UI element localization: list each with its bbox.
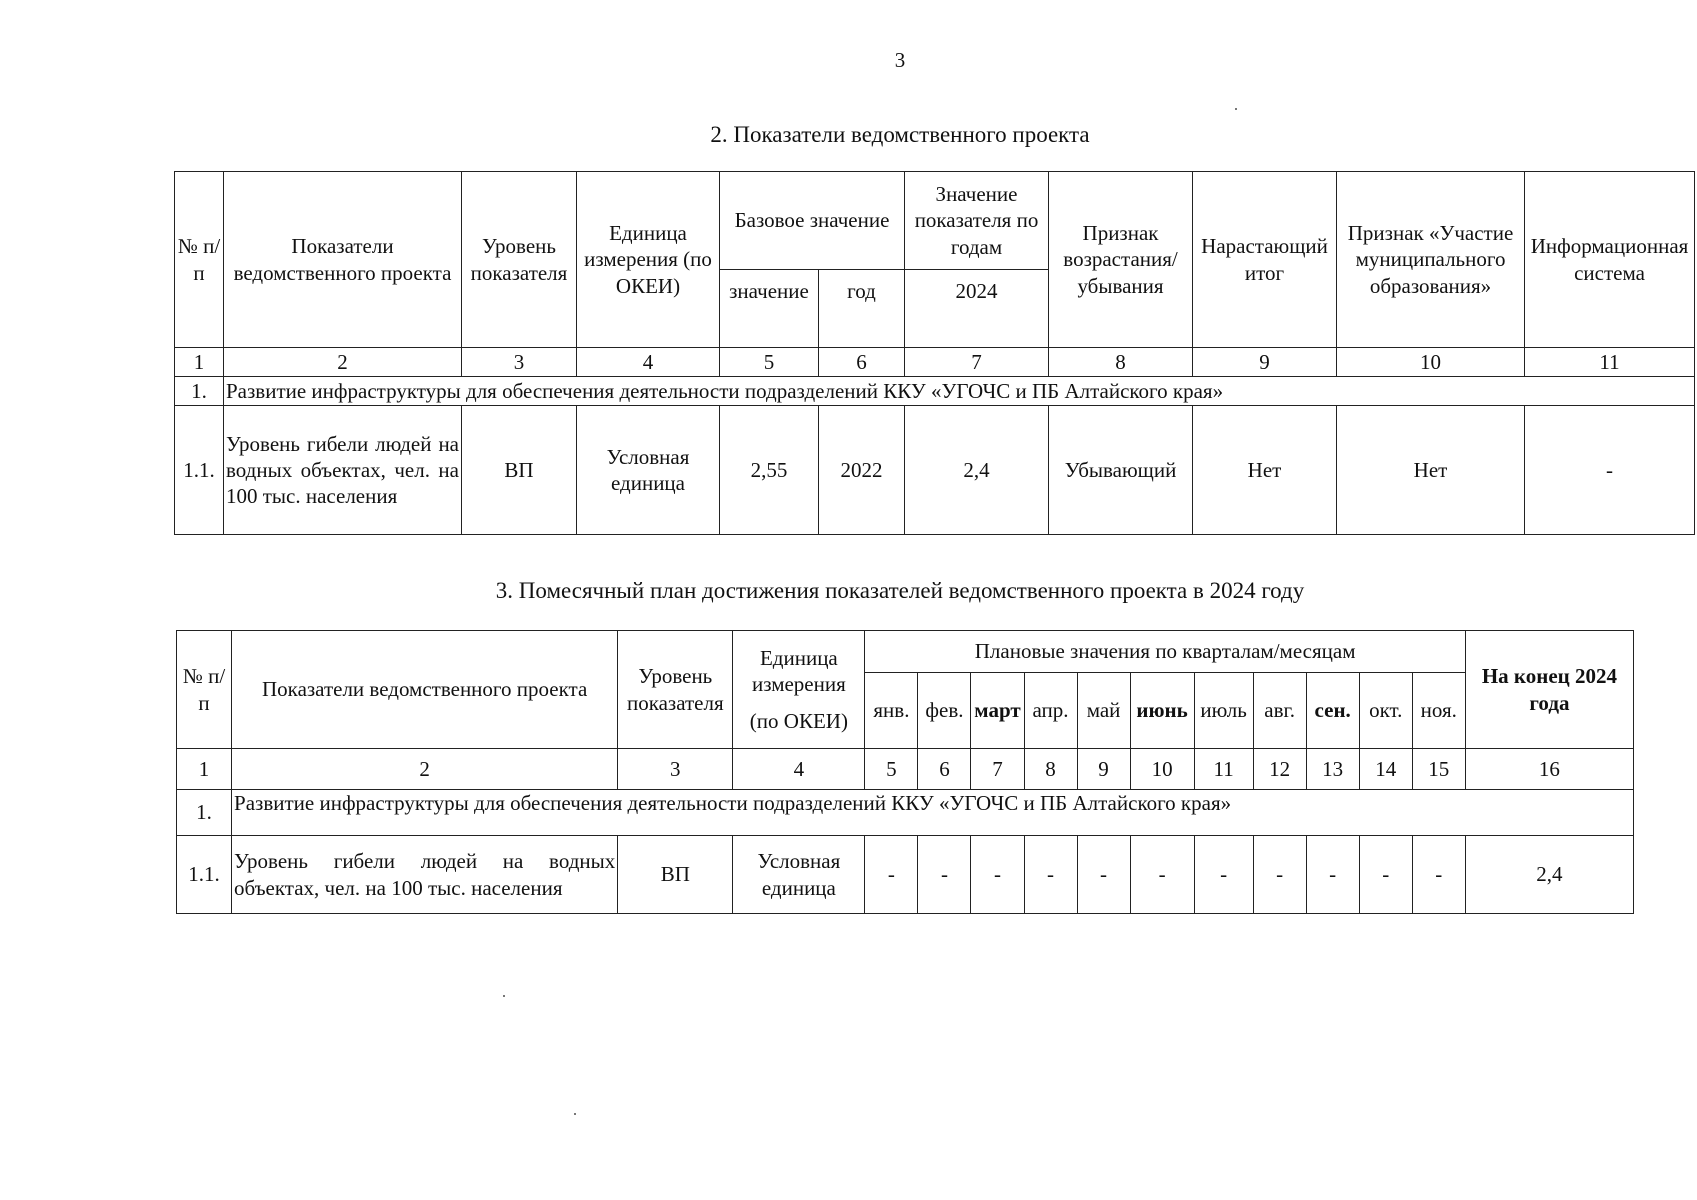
row-level: ВП [462, 406, 577, 535]
page-number: 3 [894, 48, 906, 72]
month-value: - [1024, 836, 1077, 914]
section-num: 1. [175, 377, 224, 406]
row-unit: Условная единица [733, 836, 865, 914]
header-unit-line2: (по ОКЕИ) [749, 708, 848, 733]
col-number: 10 [1130, 749, 1194, 790]
column-numbers-row [175, 348, 1695, 377]
month-header: янв. [865, 673, 918, 749]
col-number: 16 [1465, 749, 1633, 790]
row-value-2024: 2,4 [905, 406, 1049, 535]
section-text: Развитие инфраструктуры для обеспечения деятельности подразделений ККУ «УГОЧС и ПБ Алтайского края» [224, 377, 1695, 406]
col-number: 4 [733, 749, 865, 790]
scan-speck [574, 1113, 576, 1115]
section-row [175, 377, 1695, 406]
col-number: 14 [1359, 749, 1412, 790]
row-num: 1.1. [177, 836, 232, 914]
month-header: ноя. [1412, 673, 1465, 749]
header-municipal: Признак «Участие муниципального образования» [1337, 172, 1525, 348]
month-value: - [1306, 836, 1359, 914]
month-header: июнь [1130, 673, 1194, 749]
row-cumulative: Нет [1193, 406, 1337, 535]
month-value: - [1194, 836, 1253, 914]
month-header: окт. [1359, 673, 1412, 749]
col-number: 6 [918, 749, 971, 790]
header-base-value-value: значение [720, 270, 819, 348]
monthly-plan-table [176, 630, 1634, 914]
header-unit-line1: Единица измерения [751, 646, 846, 697]
header-trend: Признак возрастания/ убывания [1049, 172, 1193, 348]
header-indicators: Показатели ведомственного проекта [232, 631, 618, 749]
header-end-of-year: На конец 2024 года [1465, 631, 1633, 749]
row-indicator: Уровень гибели людей на водных объектах, чел. на 100 тыс. населения [224, 406, 462, 535]
scan-speck [503, 995, 505, 997]
month-header: июль [1194, 673, 1253, 749]
table1-title: 2. Показатели ведомственного проекта [710, 122, 1090, 147]
row-base-year: 2022 [819, 406, 905, 535]
month-header: фев. [918, 673, 971, 749]
col-number: 11 [1194, 749, 1253, 790]
row-trend: Убывающий [1049, 406, 1193, 535]
table-row [177, 836, 1634, 914]
header-by-year: Значение показателя по годам [905, 172, 1049, 270]
col-number: 8 [1024, 749, 1077, 790]
col-number: 12 [1253, 749, 1306, 790]
month-value: - [1077, 836, 1130, 914]
col-number: 9 [1193, 348, 1337, 377]
col-number: 3 [462, 348, 577, 377]
col-number: 5 [720, 348, 819, 377]
month-value: - [971, 836, 1024, 914]
col-number: 5 [865, 749, 918, 790]
col-number: 8 [1049, 348, 1193, 377]
header-level: Уровень показателя [462, 172, 577, 348]
month-value: - [1412, 836, 1465, 914]
row-unit: Условная единица [577, 406, 720, 535]
header-year-2024: 2024 [905, 270, 1049, 348]
header-base-value-year: год [819, 270, 905, 348]
col-number: 11 [1525, 348, 1695, 377]
col-number: 2 [224, 348, 462, 377]
header-unit: Единица измерения (по ОКЕИ) [577, 172, 720, 348]
scan-speck [1235, 108, 1237, 110]
row-base-value: 2,55 [720, 406, 819, 535]
header-info-system: Информационная система [1525, 172, 1695, 348]
section-num: 1. [177, 790, 232, 836]
col-number: 7 [971, 749, 1024, 790]
col-number: 9 [1077, 749, 1130, 790]
table2-title: 3. Помесячный план достижения показателей ведомственного проекта в 2024 году [495, 578, 1305, 603]
section-text: Развитие инфраструктуры для обеспечения деятельности подразделений ККУ «УГОЧС и ПБ Алтайского края» [232, 790, 1634, 836]
month-header: май [1077, 673, 1130, 749]
month-header: апр. [1024, 673, 1077, 749]
header-cumulative: Нарастающий итог [1193, 172, 1337, 348]
col-number: 13 [1306, 749, 1359, 790]
row-num: 1.1. [175, 406, 224, 535]
header-num: № п/п [175, 172, 224, 348]
header-indicators: Показатели ведомственного проекта [224, 172, 462, 348]
indicators-table [174, 171, 1695, 535]
col-number: 6 [819, 348, 905, 377]
row-level: ВП [618, 836, 733, 914]
col-number: 2 [232, 749, 618, 790]
col-number: 7 [905, 348, 1049, 377]
col-number: 10 [1337, 348, 1525, 377]
row-indicator: Уровень гибели людей на водных объектах, чел. на 100 тыс. населения [232, 836, 618, 914]
col-number: 4 [577, 348, 720, 377]
table-row [175, 406, 1695, 535]
section-row [177, 790, 1634, 836]
row-info-system: - [1525, 406, 1695, 535]
header-base-value: Базовое значение [720, 172, 905, 270]
header-planned: Плановые значения по кварталам/месяцам [865, 631, 1465, 673]
month-value: - [918, 836, 971, 914]
header-level: Уровень показателя [618, 631, 733, 749]
row-end-of-year: 2,4 [1465, 836, 1633, 914]
row-municipal: Нет [1337, 406, 1525, 535]
month-value: - [1359, 836, 1412, 914]
month-header: авг. [1253, 673, 1306, 749]
column-numbers-row [177, 749, 1634, 790]
month-value: - [1253, 836, 1306, 914]
col-number: 1 [177, 749, 232, 790]
month-header: март [971, 673, 1024, 749]
month-header: сен. [1306, 673, 1359, 749]
header-num: № п/п [177, 631, 232, 749]
col-number: 1 [175, 348, 224, 377]
month-value: - [1130, 836, 1194, 914]
col-number: 3 [618, 749, 733, 790]
header-unit [733, 631, 865, 749]
col-number: 15 [1412, 749, 1465, 790]
month-value: - [865, 836, 918, 914]
